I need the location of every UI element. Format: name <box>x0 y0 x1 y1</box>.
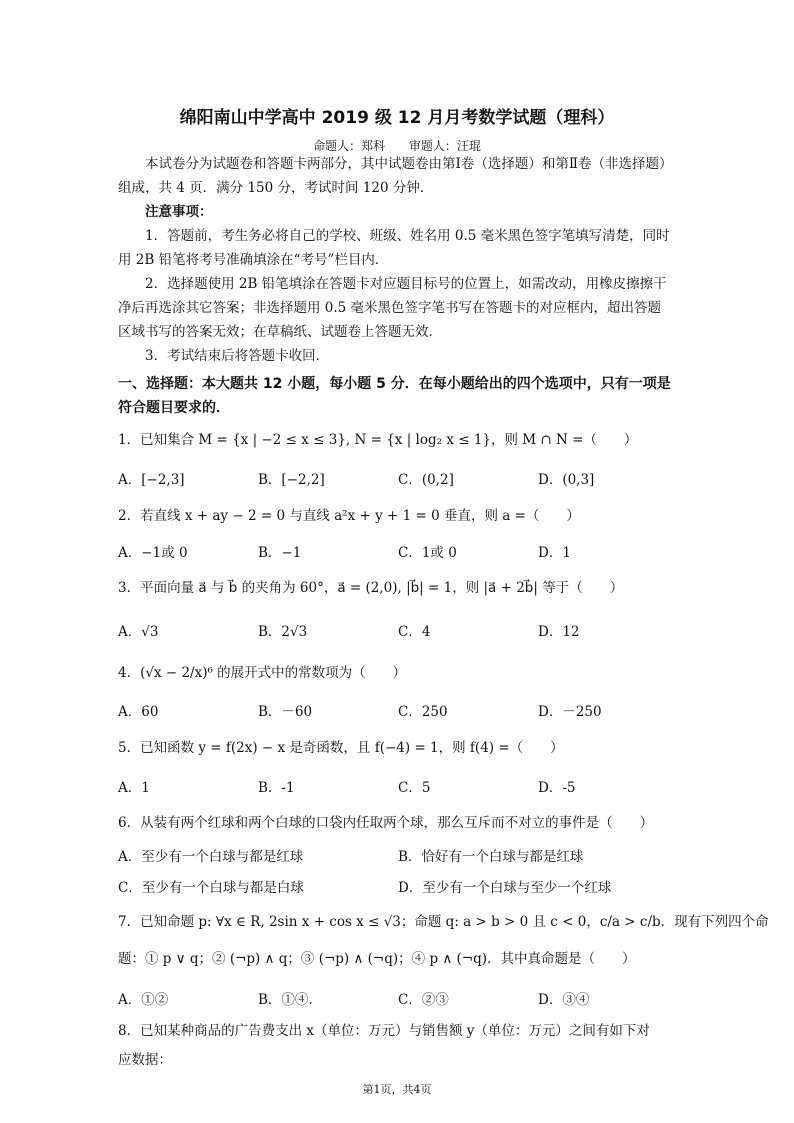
option-a: A．−1或 0 <box>118 545 188 561</box>
option-c: C．1或 0 <box>398 545 457 561</box>
proposer: 命题人：郑科 <box>313 139 386 153</box>
option-a: A．①② <box>118 992 169 1008</box>
question-stem: 6．从装有两个红球和两个白球的口袋内任取两个球，那么互斥而不对立的事件是（ ） <box>118 815 654 831</box>
question-stem: 4．(√x − 2/x)⁶ 的展开式中的常数项为（ ） <box>118 665 407 681</box>
question-options <box>118 541 678 563</box>
option-c: C．至少有一个白球与都是白球 <box>118 880 304 896</box>
option-d: D．12 <box>538 624 580 640</box>
question-options <box>118 876 678 898</box>
question-stem: 7．已知命题 p: ∀x ∈ R, 2sin x + cos x ≤ √3；命题 q: a > b > 0 且 c < 0，c/a > c/b．现有下列四个命 <box>118 914 769 930</box>
option-d: D．至少有一个白球与至少一个红球 <box>398 880 612 896</box>
question-options <box>118 988 678 1010</box>
page-title: 绵阳南山中学高中 2019 级 12 月月考数学试题（理科） <box>179 108 615 128</box>
option-d: D．③④ <box>538 992 590 1008</box>
intro-paragraph: 本试卷分为试题卷和答题卡两部分，其中试题卷由第Ⅰ卷（选择题）和第Ⅱ卷（非选择题）组成，共 4 页．满分 150 分，考试时间 120 分钟． <box>118 156 673 196</box>
notice-item: 2．选择题使用 2B 铅笔填涂在答题卡对应题目标号的位置上，如需改动，用橡皮擦擦干净后再选涂其它答案；非选择题用 0.5 毫米黑色签字笔书写在答题卡的对应框内，超出答题区域书写的答案无效；在草稿纸、试题卷上答题无效． <box>118 276 667 340</box>
question-options <box>118 776 678 798</box>
option-c: C．(0,2] <box>398 472 454 488</box>
option-b: B．恰好有一个白球与都是红球 <box>398 849 584 865</box>
question-stem: 1．已知集合 M = {x | −2 ≤ x ≤ 3}, N = {x | log₂ x ≤ 1}，则 M ∩ N =（ ） <box>118 432 638 448</box>
question-options <box>118 700 678 722</box>
option-c: C．②③ <box>398 992 449 1008</box>
option-b: B．−1 <box>258 545 302 561</box>
option-a: A．60 <box>118 704 159 720</box>
option-c: C．4 <box>398 624 431 640</box>
question-stem-continued: 题：① p ∨ q；② (¬p) ∧ q；③ (¬p) ∧ (¬q)；④ p ∧ (¬q)．其中真命题是（ ） <box>118 951 636 967</box>
section-heading: 一、选择题：本大题共 12 小题，每小题 5 分．在每小题给出的四个选项中，只有一项是符合题目要求的． <box>118 376 671 416</box>
reviewer: 审题人：汪琨 <box>408 139 481 153</box>
option-a: A．√3 <box>118 624 159 640</box>
notice-heading: 注意事项： <box>145 204 213 220</box>
notice-item: 3．考试结束后将答题卡收回． <box>145 348 330 364</box>
option-a: A．至少有一个白球与都是红球 <box>118 849 304 865</box>
option-a: A．[−2,3] <box>118 472 185 488</box>
option-d: D．－250 <box>538 704 602 720</box>
option-d: D．1 <box>538 545 571 561</box>
option-c: C．5 <box>398 780 431 796</box>
option-a: A．1 <box>118 780 150 796</box>
question-stem: 8．已知某种商品的广告费支出 x（单位：万元）与销售额 y（单位：万元）之间有如下对 <box>118 1023 650 1039</box>
option-d: D．(0,3] <box>538 472 595 488</box>
question-stem: 5．已知函数 y = f(2x) − x 是奇函数，且 f(−4) = 1，则 f(4) =（ ） <box>118 740 564 756</box>
question-stem: 2．若直线 x + ay − 2 = 0 与直线 a²x + y + 1 = 0 垂直，则 a =（ ） <box>118 508 580 524</box>
question-options <box>118 620 678 642</box>
question-stem-continued: 应数据： <box>118 1052 172 1068</box>
option-b: B．[−2,2] <box>258 472 325 488</box>
option-c: C．250 <box>398 704 448 720</box>
option-b: B．2√3 <box>258 624 308 640</box>
option-b: B．①④. <box>258 992 313 1008</box>
question-stem: 3．平面向量 a⃗ 与 b⃗ 的夹角为 60°，a⃗ = (2,0), |b⃗| = 1，则 |a⃗ + 2b⃗| 等于（ ） <box>118 580 624 596</box>
question-options <box>118 468 678 490</box>
page-footer: 第1页，共4页 <box>362 1083 432 1096</box>
option-b: B．－60 <box>258 704 313 720</box>
option-d: D．-5 <box>538 780 576 796</box>
question-options <box>118 845 678 867</box>
notice-item: 1．答题前，考生务必将自己的学校、班级、姓名用 0.5 毫米黑色签字笔填写清楚，同时用 2B 铅笔将考号准确填涂在“考号”栏目内． <box>118 228 670 268</box>
option-b: B．-1 <box>258 780 295 796</box>
